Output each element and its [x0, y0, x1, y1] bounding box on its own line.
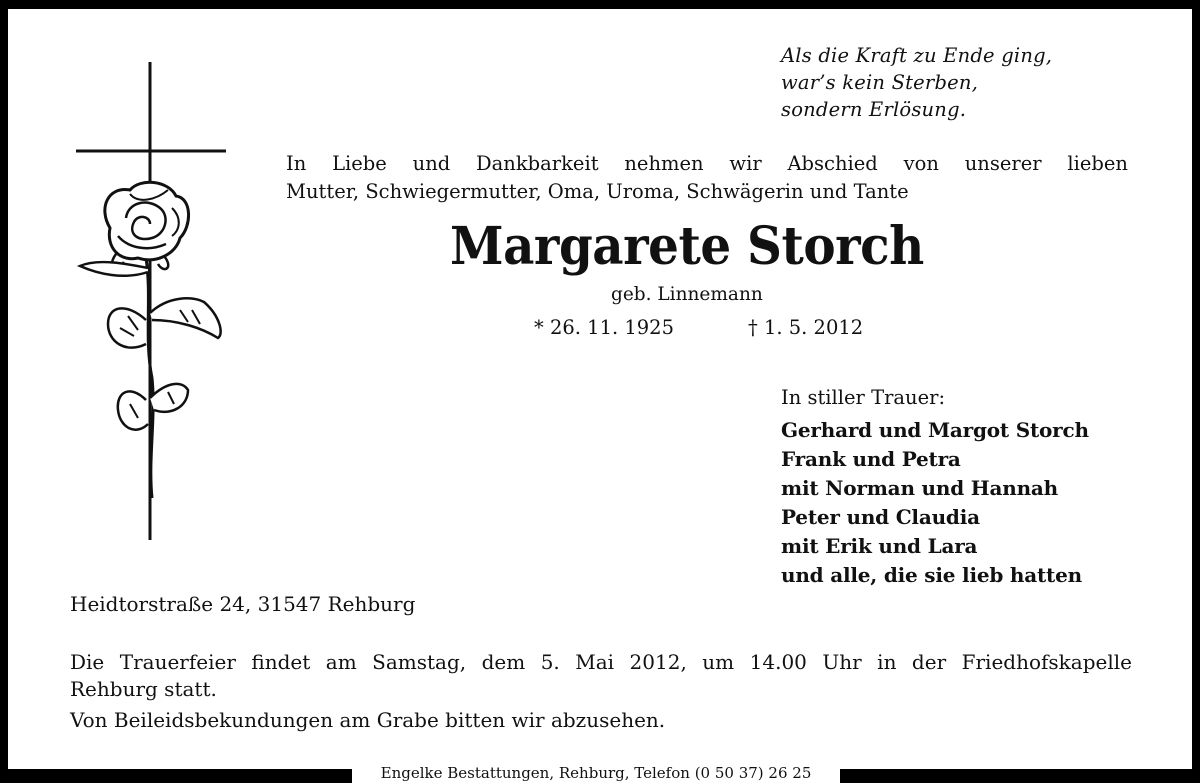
death-date: † 1. 5. 2012 [748, 316, 864, 339]
condolence-notice: Von Beileidsbekundungen am Grabe bitten wir abzusehen. [70, 708, 666, 732]
service-line: Rehburg statt. [70, 677, 217, 701]
deceased-name: Margarete Storch [450, 216, 924, 277]
mourner-line: mit Erik und Lara [781, 534, 978, 558]
poem-line: Als die Kraft zu Ende ging, [781, 44, 1053, 67]
intro-line: In Liebe und Dankbarkeit nehmen wir Abschied von unserer lieben [286, 152, 1128, 175]
mourner-line: mit Norman und Hannah [781, 476, 1059, 500]
intro-line: Mutter, Schwiegermutter, Oma, Uroma, Schwägerin und Tante [286, 180, 909, 203]
mourner-line: Peter und Claudia [781, 505, 980, 529]
birth-name: geb. Linnemann [611, 284, 763, 305]
intro-text [286, 150, 1128, 206]
cross-with-rose-icon [68, 58, 228, 548]
memorial-poem [781, 42, 1052, 123]
mourner-line: und alle, die sie lieb hatten [781, 563, 1082, 587]
funeral-home-footer: Engelke Bestattungen, Rehburg, Telefon (0 50 37) 26 25 [352, 764, 840, 783]
service-line: Die Trauerfeier findet am Samstag, dem 5. Mai 2012, um 14.00 Uhr in der Friedhofskapelle [70, 650, 1132, 674]
funeral-service-notice [70, 649, 1132, 703]
poem-line: sondern Erlösung. [781, 98, 967, 121]
poem-line: war’s kein Sterben, [781, 71, 979, 94]
mourner-line: Frank und Petra [781, 447, 961, 471]
mourners-list [781, 416, 1089, 590]
birth-date: * 26. 11. 1925 [534, 316, 674, 339]
mourning-label: In stiller Trauer: [781, 386, 946, 409]
mourner-line: Gerhard und Margot Storch [781, 418, 1089, 442]
family-address: Heidtorstraße 24, 31547 Rehburg [70, 592, 416, 616]
